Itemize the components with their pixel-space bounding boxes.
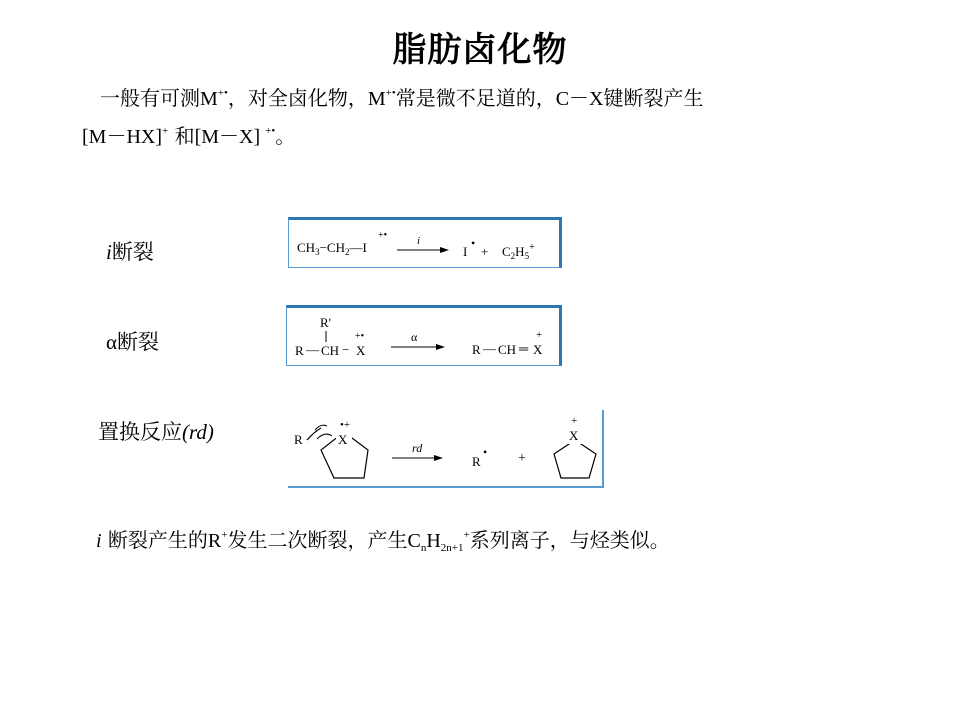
ion-charge: +• [265,125,276,137]
cleavage-text: 断裂 [117,330,160,354]
reaction-i-box [288,217,562,268]
r-group: R [294,432,303,447]
molecular-ion: M [367,88,386,110]
single-bond: — [483,341,496,356]
cation-charge: + [571,415,578,427]
halogen-x: X [356,343,366,358]
intro-text: 和 [168,124,195,148]
bond-label: C－X [555,88,604,110]
prod-halogen-x: X [533,342,543,357]
prod-r-radical: R [472,454,481,469]
radical-dot: • [483,445,488,459]
alpha-cleavage-label [106,326,159,356]
halogen-x: X [338,432,348,447]
page-title: 脂肪卤化物 [392,30,568,70]
arrow-label: rd [412,441,423,455]
prod-ch-group: CH [498,342,517,357]
footer-text: 系列离子，与烃类似。 [469,528,670,552]
double-bond: ═ [519,341,529,356]
ring-right [554,440,596,478]
intro-line-1 [100,86,704,111]
intro-text: 一般有可测 [100,86,200,110]
reaction-i-diagram [289,220,559,267]
arrow-label: α [411,330,418,344]
molecular-ion: M [200,88,218,110]
cleavage-text: 断裂 [111,240,154,264]
ch-group: CH [321,343,340,358]
footer-text: 断裂产生的 [101,528,208,552]
intro-text: 常是微不足道的， [395,86,556,110]
ion-charge: +• [217,87,228,99]
radical-cation-charge: +• [378,230,388,241]
radical-cation-charge: •+ [340,419,351,431]
rd-label [98,416,214,446]
bond-to-ring [307,428,321,440]
fragment-formula: [M－HX] [82,126,162,148]
ion-charge: + [221,529,228,541]
intro-text: 。 [275,124,296,148]
footer-text: 发生二次断裂，产生 [227,528,408,552]
reaction-alpha-diagram [287,308,559,365]
rd-text: 置换反应 [98,420,182,444]
arrowhead-icon [440,247,449,253]
prod-r-group: R [472,342,481,357]
arrowhead-icon [436,344,445,350]
intro-text: 键断裂产生 [603,86,704,110]
reaction-rd-box [288,410,604,488]
r-prime-group: R' [320,315,332,330]
plus-sign: + [481,244,489,259]
i-cleavage-label [106,236,154,266]
iodine-radical: I [463,244,468,259]
single-bond: − [342,342,350,357]
r-cation: R [207,530,222,552]
electron-arrow-2 [317,434,332,439]
plus-sign: + [518,451,526,466]
cleavage-symbol: i [106,240,112,264]
prod-halogen-x: X [569,428,579,443]
ethyl-cation: $C_2H_5^+$ [502,242,535,261]
reaction-rd-diagram [288,410,602,486]
electron-arrow-1 [315,425,327,430]
intro-text: ，对全卤化物， [227,86,368,110]
ion-charge: + [162,125,169,137]
fragment-formula: [M－X] [194,126,266,148]
r-group: R [295,343,304,358]
intro-line-2 [82,124,295,149]
arrow-label: i [417,235,421,247]
series-formula: $C_nH_{2n+1}^+$ [407,529,470,554]
cation-charge: + [536,329,543,341]
radical-cation-charge: +• [355,331,365,342]
cleavage-symbol: i [96,530,102,552]
ch3-group: $CH_3-CH_2—I$ [297,240,367,257]
reaction-alpha-box [286,305,562,366]
footer-line [96,528,670,553]
ion-charge: +• [385,87,396,99]
cleavage-symbol: α [106,330,118,354]
single-bond: — [306,342,319,357]
radical-dot: • [471,236,476,250]
rd-symbol: (rd) [182,420,214,444]
arrowhead-icon [434,455,443,461]
